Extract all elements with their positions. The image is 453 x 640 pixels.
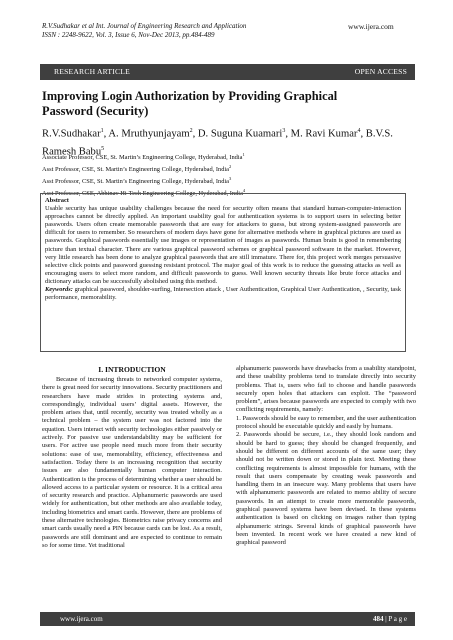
keywords-text: graphical password, shoulder-surfing, Intersection attack , User Authentication, Graphical User Authentication, , Security, task performance, memorability. [45,286,401,302]
section-heading: I. INTRODUCTION [98,365,166,374]
abstract-box [40,193,406,352]
page-number [373,612,407,626]
affiliations [42,151,422,199]
affiliation-line [42,175,422,187]
open-access-label: OPEN ACCESS [354,67,407,76]
abstract-body: Usable security has unique usability challenges because the need for security often means that standard human-computer-interaction approaches cannot be directly applied. An important usability goal for authentication systems is to support users in selecting better passwords. Users often create memorable passwords that are easy for attackers to guess, but strong system-assigned passwords are difficult for users to remember. So researchers of modern days have gone for alternative methods where in graphical pictures are used as passwords. Graphical passwords essentially use images or representation of images as passwords. Human brain is good in remembering picture than textual character. There are various graphical password schemes or graphical password software in the market. However, very little research has been done to analyze graphical passwords that are still immature. There for, this project work merges persuasive selective click points and password guessing resistant protocol. The major goal of this work is to reduce the guessing attacks as well as encouraging users to select more random, and difficult passwords to guess. Well known security threats like brute force attacks and dictionary attacks can be successfully abolished using this method. [45,205,401,285]
affiliation-text: Associate Professor, CSE, St. Martin’s Engineering College, Hyderabad, India [42,154,243,162]
header-website: www.ijera.com [348,22,394,31]
author-sup: 2 [189,128,193,134]
author-sup: 1 [100,128,104,134]
list-item: 1. Passwords should be easy to remember, and the user authentication protocol should be executable quickly and easily by humans. [236,414,416,431]
abstract-heading: Abstract [45,197,69,204]
footer-website: www.ijera.com [60,615,103,623]
affiliation-text: Asst Professor, CSE, Abhinav Hi-Tech Engineering College, Hyderabad, India [42,189,243,197]
affiliation-text: Asst Professor, CSE, St. Martin’s Engineering College, Hyderabad, India [42,166,229,174]
left-column [42,365,222,550]
page-label: | P a g e [383,615,407,623]
paper-title: Improving Login Authorization by Providing Graphical Password (Security) [42,89,338,118]
page-number-value: 484 [373,615,384,623]
affiliation-text: Asst Professor, CSE, St. Martin’s Engineering College, Hyderabad, India [42,177,229,185]
keywords-label: Keywords: [45,286,73,294]
intro-paragraph: Because of increasing threats to networked computer systems, there is great need for security innovations. Security practitioners and researchers have made strides in protecting systems and, correspondingly, individual users’ digital assets. However, the problem arises that, until recently, security was treated wholly as a technical problem – the system user was not factored into the equation. Users interact with security technologies either passively or actively. For passive use understandability may be sufficient for users. For active use people need much more from their security solutions: ease of use, memorability, efficiency, effectiveness and satisfaction. Today there is an increasing recognition that security issues are also fundamentally human computer interaction. Authentication is the process of determining whether a user should be allowed access to a particular system or resource. It is a critical area of security research and practice. Alphanumeric passwords are used widely for authentication, but other methods are also available today, including biometrics and smart cards. However, there are problems of these alternative technologies. Biometrics raise privacy concerns and smart cards usually need a PIN because cards can be lost. As a result, passwords are still dominant and are expected to continue to remain so for some time. Yet traditional [42,376,222,549]
affiliation-sup: 2 [229,163,232,169]
author-name: B.V.S. Ramesh Babu [42,128,393,158]
author-name: M. Ravi Kumar [290,128,358,140]
article-banner [40,64,415,80]
journal-line: R.V.Sudhakar et al Int. Journal of Engineering Research and Application [42,22,247,30]
author-sup: 4 [357,128,361,134]
author-name: D. Suguna Kuamari [197,128,283,140]
affiliation-sup: 4 [242,187,246,193]
issn-line: ISSN : 2248-9622, Vol. 3, Issue 6, Nov-Dec 2013, pp.484-489 [42,31,215,39]
body-paragraph: alphanumeric passwords have drawbacks from a usability standpoint, and these usability problems tend to translate directly into security problems. That is, users who fail to choose and handle passwords securely open holes that attackers can exploit. The “password problem”, arises because passwords are expected to comply with two conflicting requirements, namely: [236,365,416,414]
author-sup: 5 [101,145,105,152]
page-footer [40,612,415,626]
affiliation-sup: 1 [242,152,245,157]
affiliation-line [42,163,422,175]
list-item: 2. Passwords should be secure, i.e., they should look random and should be hard to guess; they should be changed frequently, and should be different on different accounts of the same user; they should not be written down or stored in plain text. Meeting these conflicting requirements is almost impossible for humans, with the result that users compensate by creating weak passwords and handling them in an insecure way. Many problems that users have with alphanumeric passwords are related to memo ability of secure passwords. In an attempt to create more memorable passwords, graphical password systems have been devised. In these systems authentication is based on clicking on images rather than typing alphanumeric strings. Several kinds of graphical passwords have been invented. In recent work we have created a new kind of graphical password [236,431,416,547]
affiliation-line [42,151,422,163]
author-name: A. Mruthyunjayam [108,128,190,140]
author-sup: 3 [282,128,286,134]
research-article-label: RESEARCH ARTICLE [54,67,130,76]
author-name: R.V.Sudhakar [42,128,101,140]
running-header [42,22,342,40]
affiliation-sup: 3 [229,175,232,181]
author-list: R.V.Sudhakar$^1$, A. Mruthyunjayam$^2$, D. Suguna Kuamari$^3$, M. Ravi Kumar$^4$, B.V.S. Ramesh Babu$^5$ [42,128,393,158]
right-column [236,365,416,548]
